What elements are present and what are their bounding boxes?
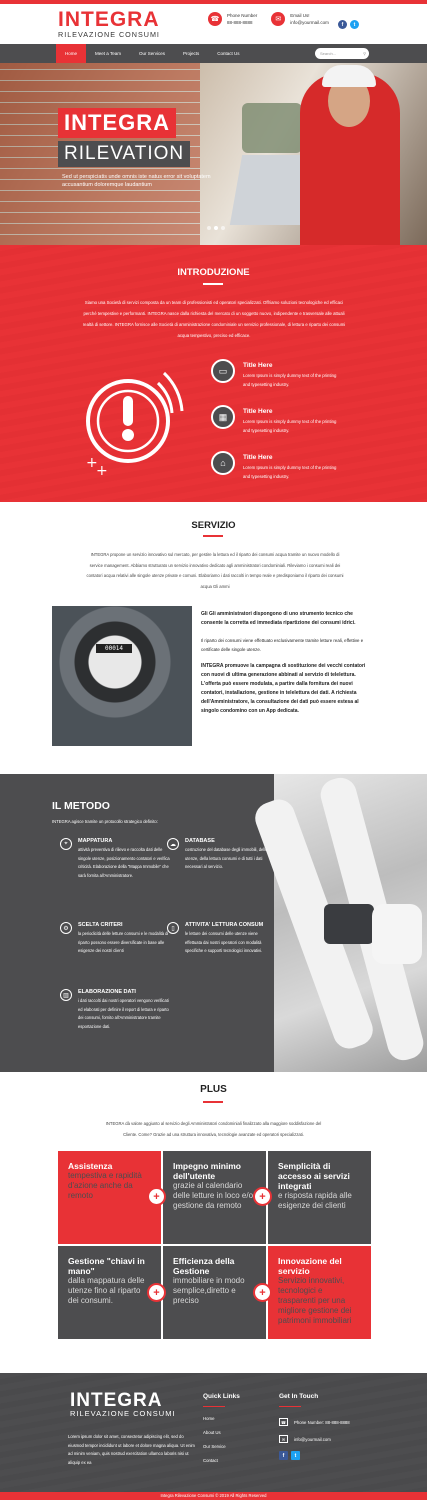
phone-icon: ☎	[279, 1418, 288, 1426]
mail-icon: ✉	[271, 12, 285, 26]
copyright-bar: Integra Rilevazione Consumi © 2019 All Rights Reserved	[0, 1492, 427, 1500]
nav-item-team[interactable]: Meet a Team	[95, 51, 121, 56]
gear-icon: ⚙	[60, 922, 72, 934]
mail-icon: ✉	[279, 1435, 288, 1443]
meter-digits: 00014	[96, 644, 132, 653]
chart-icon: ▥	[60, 989, 72, 1001]
phone-value[interactable]: 88-888-8888	[227, 20, 253, 25]
water-meter-image	[52, 606, 192, 746]
plus-card-desc: immobiliare in modo semplice,diretto e preciso	[173, 1276, 245, 1305]
servizio-lead: INTEGRA propone un servizio innovativo sul mercato, per gestire la lettura ed il riparto dei consumi acqua tramite un nuovo modello di service management. Abbiamo strutturato un servizio innovativo dedicato agli amministratori condominiali. Rileviamo i consumi reali dei contatori acqua relativi alle singole utenze private e comuni. Elaboriamo i dati raccolti in tempo reale e predisponiamo il riparto dei consumi acqua Gli ammi	[86, 552, 344, 589]
servizio-title-underline	[203, 535, 223, 537]
servizio-p3: INTEGRA promuove la campagna di sostituzione dei vecchi contatori con nuovi di ultima generazione abbinati al servizio di telelettura. L'offerta può essere modulata, a partire dalla fornitura dei nuovi contatori, installazione, gestione in telelettura dei dati. A richiesta dell'Amministratore, la consultazione dei dati può essere estesa al singolo condomino con un App dedicata.	[201, 663, 366, 714]
footer-link-contact[interactable]: Contact	[203, 1458, 218, 1463]
slider-dot[interactable]	[221, 226, 225, 230]
house-icon: ⌂	[211, 451, 235, 475]
plus-icon: +	[149, 1285, 164, 1300]
svg-text:+: +	[86, 455, 98, 471]
header-contacts	[208, 12, 329, 26]
logo-sub: RILEVAZIONE CONSUMI	[58, 30, 160, 40]
metodo-item	[167, 838, 277, 872]
phone-contact	[208, 12, 257, 26]
get-in-touch-title: Get In Touch	[279, 1393, 319, 1400]
phone-icon: ☎	[208, 12, 222, 26]
metodo-item-title: SCELTA CRITERI	[78, 922, 123, 928]
footer-social	[279, 1451, 300, 1460]
hero-title-1: INTEGRA	[58, 108, 176, 138]
feature-item	[211, 359, 343, 405]
email-value[interactable]: info@yourmail.com	[290, 20, 329, 25]
feature-desc: Lorem Ipsum is simply dummy text of the printing and typesetting industry.	[243, 373, 337, 387]
plus-grid	[58, 1151, 371, 1339]
logo-main: INTEGRA	[58, 8, 160, 32]
plus-card-title: Efficienza della Gestione	[173, 1256, 235, 1276]
tablet-icon: ▭	[211, 359, 235, 383]
plus-card-desc: e risposta rapida alle esigenze dei clienti	[278, 1191, 352, 1210]
plus-card-desc: dalla mappatura delle utenze fino al riparto dei consumi.	[68, 1276, 145, 1305]
plus-card-desc: tempestiva e rapidità d'azione anche da remoto	[68, 1171, 142, 1200]
feature-title: Title Here	[243, 362, 273, 369]
hero-meter-image	[242, 103, 302, 153]
plus-text: INTEGRA dà valore aggiunto al servizio degli Amministratori condominiali finalizzato alla maggiore soddisfazione del Cliente. Come? Grazie ad una struttura innovativa, tecnologie avanzate ed operatori specializzati.	[105, 1121, 322, 1137]
plus-title-underline	[203, 1101, 223, 1103]
metodo-item	[60, 989, 170, 1031]
plus-icon: +	[255, 1285, 270, 1300]
intro-text: Siamo una Società di servizi composta da un team di professionisti ed operatori specializzati. Offriamo soluzioni tecnologiche ed efficaci perché tempestive e performanti. INTEGRA nasce dalla richiesta del mercato di un soggetto nuovo, indipendente e trasversale alle attuali realtà di settore. INTEGRA fornisce alle Società di amministrazione condominiale un servizio professionale, di lettura e riparto dei consumi acqua tempestivo, preciso ed efficace.	[82, 300, 346, 338]
intro-section	[0, 245, 427, 502]
nav-item-home[interactable]: Home	[56, 44, 86, 63]
plus-card	[58, 1151, 161, 1244]
feature-item	[211, 451, 343, 497]
servizio-details	[201, 610, 371, 716]
feature-item	[211, 405, 343, 451]
metodo-item-desc: attività preventiva di rilievo e raccolta dati delle singole utenze, posizionamento contatori e verifica criticità. Elaborazione della "Mappa Immobile" che sarà fornita all'Amministratore.	[78, 847, 170, 878]
plus-title: PLUS	[200, 1084, 227, 1095]
footer-phone[interactable]	[279, 1418, 350, 1426]
footer-email[interactable]	[279, 1435, 331, 1443]
cloud-icon: ☁	[167, 838, 179, 850]
servizio-section	[0, 502, 427, 774]
plus-card-desc: Servizio innovativi, tecnologici e trasparenti per una migliore gestione dei patrimoni immobiliari	[278, 1276, 352, 1325]
plus-section	[0, 1072, 427, 1377]
phone-label: Phone Number	[227, 13, 258, 18]
footer-logo-sub: RILEVAZIONE CONSUMI	[70, 1409, 176, 1418]
metodo-item-title: DATABASE	[185, 838, 215, 844]
metodo-item-desc: le letture dei consumi delle utenze viene effettuata dai nostri operatori con modalità specifiche e supporti tecnologici innovativi.	[185, 931, 263, 953]
intro-features	[211, 359, 343, 497]
facebook-icon[interactable]: f	[338, 20, 347, 29]
nav-item-contact[interactable]: Contact Us	[217, 51, 240, 56]
svg-text:+: +	[96, 463, 108, 475]
social-links	[338, 20, 359, 29]
feature-title: Title Here	[243, 454, 273, 461]
pipes-image	[274, 774, 427, 1072]
plus-card	[268, 1151, 371, 1244]
hero-helmet	[322, 65, 376, 87]
metodo-section	[0, 774, 427, 1072]
main-nav	[0, 44, 427, 63]
plus-card-title: Gestione "chiavi in mano"	[68, 1256, 145, 1276]
twitter-icon[interactable]: t	[291, 1451, 300, 1460]
plus-card-desc: grazie al calendario delle letture in loco e/o gestione da remoto	[173, 1181, 254, 1210]
metodo-item	[60, 838, 170, 880]
feature-title: Title Here	[243, 408, 273, 415]
footer-desc: Lorem ipsum dolor sit amet, consectetur adipiscing elit, sed do eiusmod tempor incididunt ut labore et dolore magna aliqua. Ut enim ad minim veniam, quis nostrud exercitation ullamco laboris nisi ut aliquip ex ea	[68, 1434, 195, 1465]
intro-title-underline	[203, 283, 223, 285]
slider-dot-active[interactable]	[214, 226, 218, 230]
metodo-item-title: ELABORAZIONE DATI	[78, 989, 136, 995]
metodo-item	[167, 922, 273, 956]
plus-card-title: Innovazione del servizio	[278, 1256, 342, 1276]
nav-item-projects[interactable]: Projects	[182, 51, 200, 56]
plus-card	[163, 1151, 266, 1244]
plus-card	[268, 1246, 371, 1339]
servizio-p1: Gli Gli amministratori dispongono di uno strumento tecnico che consente la corretta ed immediata ripartizione dei consumi idrici.	[201, 611, 356, 626]
metodo-item-title: ATTIVITA' LETTURA CONSUM	[185, 922, 264, 928]
metodo-item-title: MAPPATURA	[78, 838, 113, 844]
footer-email-text: info@yourmail.com	[294, 1436, 331, 1442]
plus-card	[163, 1246, 266, 1339]
metodo-subtitle: INTEGRA agisce tramite un protocollo strategico definito:	[52, 819, 158, 824]
footer-link-about[interactable]: About Us	[203, 1430, 221, 1435]
email-label: Email Us!	[290, 13, 310, 18]
get-in-touch-underline	[279, 1406, 301, 1407]
metodo-title: IL METODO	[52, 800, 110, 812]
twitter-icon[interactable]: t	[350, 20, 359, 29]
plus-card-title: Assistenza	[68, 1161, 113, 1171]
slider-dots	[207, 226, 225, 230]
quick-links-underline	[203, 1406, 225, 1407]
footer-phone-text: Phone Number: 88-888-8888	[294, 1419, 350, 1425]
site-header	[0, 4, 427, 44]
servizio-title: SERVIZIO	[191, 520, 236, 531]
footer-link-home[interactable]: Home	[203, 1416, 215, 1421]
building-icon: ▦	[211, 405, 235, 429]
slider-dot[interactable]	[207, 226, 211, 230]
metodo-item-desc: la periodicità delle letture consumi e le modalità di riparto possono essere diversificate in base alle esigenze dei nostri clienti	[78, 931, 169, 953]
plus-icon: +	[255, 1189, 270, 1204]
footer-link-service[interactable]: Our Service	[203, 1444, 226, 1449]
plus-card	[58, 1246, 161, 1339]
site-footer	[0, 1373, 427, 1500]
feature-desc: Lorem Ipsum is simply dummy text of the printing and typesetting industry.	[243, 465, 337, 479]
tablet-icon: ▯	[167, 922, 179, 934]
metodo-item-desc: i dati raccolti dai nostri operatori vengono verificati ed elaborati per definire il report di lettura e riparto dei consumi, fornito all'Amministratore tramite esportazione dati.	[78, 998, 169, 1029]
search-placeholder: Search...	[320, 51, 337, 56]
facebook-icon[interactable]: f	[279, 1451, 288, 1460]
footer-logo-main: INTEGRA	[70, 1390, 163, 1411]
map-pin-icon: ⌖	[60, 838, 72, 850]
hero-slider	[0, 63, 427, 245]
plus-card-title: Semplicità di accesso ai servizi integrati	[278, 1161, 350, 1191]
nav-item-services[interactable]: Our Services	[138, 51, 165, 56]
intro-title: INTRODUZIONE	[177, 267, 250, 278]
hero-text: Sed ut perspiciatis unde omnis iste natus error sit voluptatem accusantium doloremque laudantium	[62, 174, 211, 188]
metodo-item-desc: costruzione del database degli immobili, delle utenze, della lettura consumi e di tutti i dati necessari al servizio.	[185, 847, 268, 869]
search-icon[interactable]: ⚲	[363, 51, 366, 56]
quick-links-title: Quick Links	[203, 1393, 240, 1400]
feature-desc: Lorem Ipsum is simply dummy text of the printing and typesetting industry.	[243, 419, 337, 433]
plus-icon: +	[149, 1189, 164, 1204]
plus-card-title: Impegno minimo dell'utente	[173, 1161, 241, 1181]
hero-title-2: RILEVATION	[58, 141, 190, 167]
metodo-item	[60, 922, 170, 956]
logo[interactable]	[58, 9, 160, 38]
email-contact	[271, 12, 329, 26]
meter-gauge-icon	[76, 363, 188, 475]
footer-logo[interactable]	[70, 1391, 176, 1418]
servizio-p2: Il riparto dei consumi viene effettuato esclusivamente tramite letture reali, effettive e certificate delle singole utenze.	[201, 638, 364, 652]
search-input[interactable]	[315, 48, 369, 59]
